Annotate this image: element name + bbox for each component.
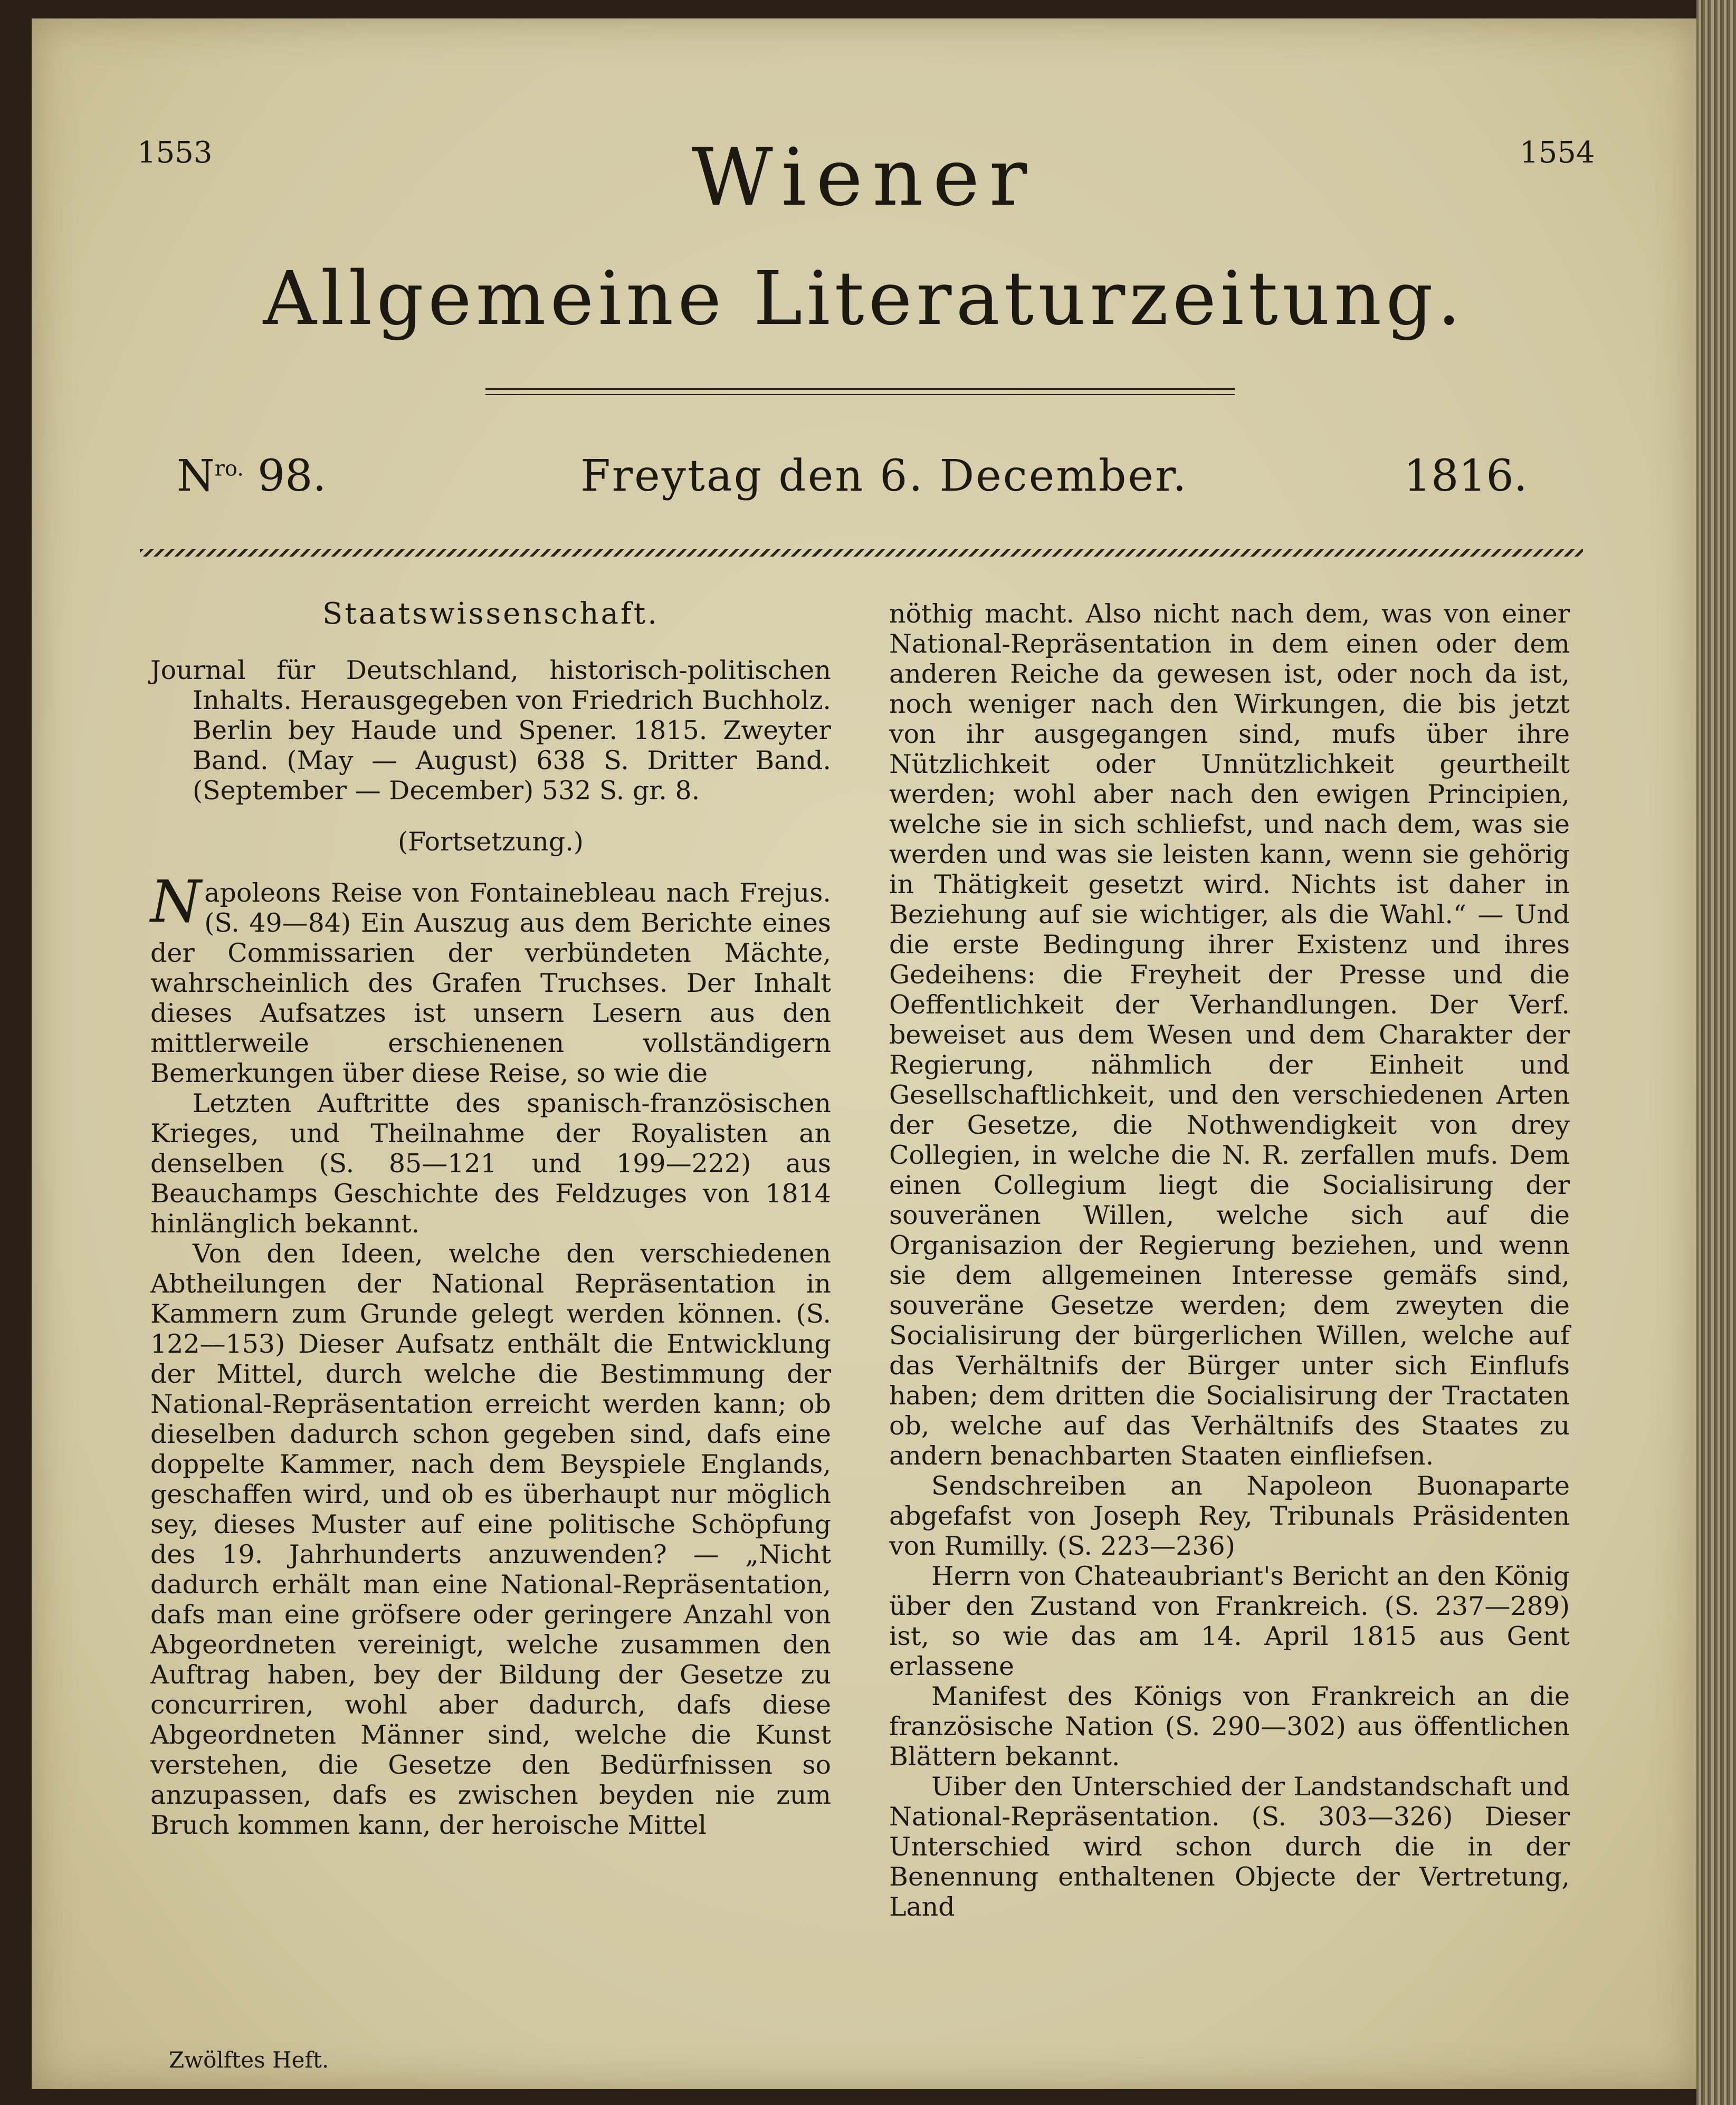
paragraph-chambers: Von den Ideen, welche den verschiedenen Abtheilungen der National Repräsentation in Kammern zum Grunde gelegt werden können. (S. 122—153) Dieser Aufsatz enthält die Entwicklung der Mittel, durch welche die Bestimmung der National-Repräsentation erreicht werden kann; ob dieselben dadurch schon gegeben sind, dafs eine doppelte Kammer, nach dem Beyspiele Englands, geschaffen wird, und ob es überhaupt nur möglich sey, dieses Muster auf eine politische Schöpfung des 19. Jahrhunderts anzuwenden? — „Nicht dadurch erhält man eine National-Repräsentation, dafs man eine gröfsere oder geringere Anzahl von Abgeordneten vereinigt, welche zusammen den Auftrag haben, bey der Bildung der Gesetze zu concurriren, wohl aber dadurch, dafs diese Abgeordneten Männer sind, welche die Kunst verstehen, die Gesetze den Bedürfnissen so anzupassen, dafs es zwischen beyden nie zum Bruch kommen kann, der heroische Mittel [150,1239,831,1840]
issue-date: Freytag den 6. December. [580,451,1188,501]
page-edge [1696,0,1736,2105]
journal-citation: Journal für Deutschland, historisch-politischen Inhalts. Herausgegeben von Friedrich Buchholz. Berlin bey Haude und Spener. 1815. Zweyter Band. (May — August) 638 S. Dritter Band. (September — December) 532 S. gr. 8. [150,655,831,806]
issue-year: 1816. [1404,451,1528,501]
page-number-left: 1553 [137,136,213,170]
paragraph-manifest: Manifest des Königs von Frankreich an die französische Nation (S. 290—302) aus öffentlichen Blättern bekannt. [889,1681,1570,1772]
paragraph-landstandschaft: Uiber den Unterschied der Landstandschaft und National-Repräsentation. (S. 303—326) Dieser Unterschied wird schon durch die in der Benennung enthaltenen Objecte der Vertretung, Land [889,1772,1570,1922]
paragraph-sendschreiben: Sendschreiben an Napoleon Buonaparte abgefafst von Joseph Rey, Tribunals Präsidenten von Rumilly. (S. 223—236) [889,1471,1570,1561]
issue-number: $N^{ro.}$ 98. [177,451,327,501]
left-column [150,599,831,1840]
paragraph-napoleon-journey: Napoleons Reise von Fontainebleau nach Frejus. (S. 49—84) Ein Auszug aus dem Berichte eines der Commissarien der verbündeten Mächte, wahrscheinlich des Grafen Truchses. Der Inhalt dieses Aufsatzes ist unsern Lesern aus den mittlerweile erschienenen vollständigern Bemerkungen über diese Reise, so wie die [150,868,831,1088]
section-heading: Staatswissenschaft. [322,597,659,631]
right-column [889,599,1570,1922]
masthead-line1: Wiener [691,132,1037,224]
paragraph-spanish-war: Letzten Auftritte des spanisch-französischen Krieges, und Theilnahme der Royalisten an denselben (S. 85—121 und 199—222) aus Beauchamps Geschichte des Feldzuges von 1814 hinlänglich bekannt. [150,1088,831,1239]
ornamental-rule [140,549,1583,557]
masthead-line2: Allgemeine Literaturzeitung. [263,256,1465,342]
page-number-right: 1554 [1520,136,1595,170]
newspaper-page [32,18,1696,2089]
masthead-rule [485,388,1235,395]
paragraph-continuation: nöthig macht. Also nicht nach dem, was von einer National-Repräsentation in dem einen oder dem anderen Reiche da gewesen ist, oder noch da ist, noch weniger nach den Wirkungen, die bis jetzt von ihr ausgegangen sind, mufs über ihre Nützlichkeit oder Unnützlichkeit geurtheilt werden; wohl aber nach den ewigen Principien, welche sie in sich schliefst, und nach dem, was sie werden und was sie leisten kann, wenn sie gehörig in Thätigkeit gesetzt wird. Nichts ist daher in Beziehung auf sie wichtiger, als die Wahl.“ — Und die erste Bedingung ihrer Existenz und ihres Gedeihens: die Freyheit der Presse und die Oeffentlichkeit der Verhandlungen. Der Verf. beweiset aus dem Wesen und dem Charakter der Regierung, nähmlich der Einheit und Gesellschaftlichkeit, und den verschiedenen Arten der Gesetze, die Nothwendigkeit von drey Collegien, in welche die N. R. zerfallen mufs. Dem einen Collegium liegt die Socialisirung der souveränen Willen, welche sich auf die Organisazion der Regierung beziehen, und wenn sie dem allgemeinen Interesse gemäfs sind, souveräne Gesetze werden; dem zweyten die Socialisirung der bürgerlichen Willen, welche auf das Verhältnifs der Bürger unter sich Einflufs haben; dem dritten die Socialisirung der Tractaten ob, welche auf das Verhältnifs des Staates zu andern benachbarten Staaten einfliefsen. [889,599,1570,1471]
drop-cap: N [150,868,202,935]
footer-signature: Zwölftes Heft. [169,2047,329,2073]
continuation-note: (Fortsetzung.) [398,827,584,857]
paragraph-chateaubriant: Herrn von Chateaubriant's Bericht an den König über den Zustand von Frankreich. (S. 237—289) ist, so wie das am 14. April 1815 aus Gent erlassene [889,1561,1570,1681]
